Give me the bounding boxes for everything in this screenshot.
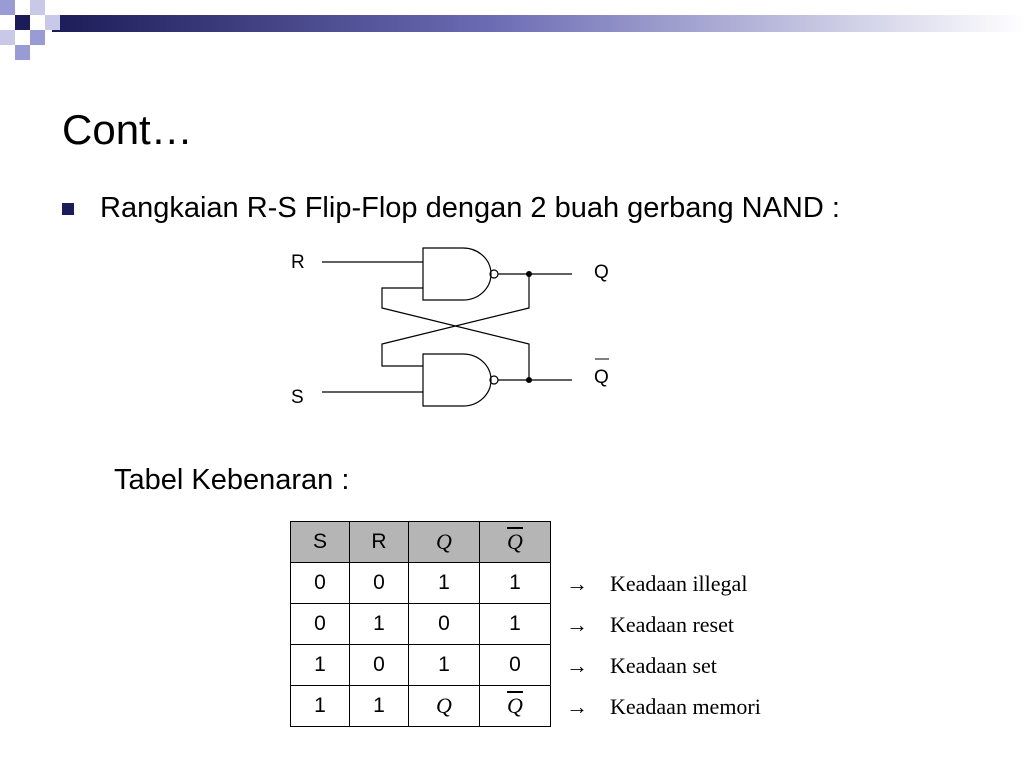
table-cell: 0 [291, 563, 350, 604]
state-note-text: Keadaan illegal [610, 571, 748, 596]
right-arrow-icon: → [566, 571, 588, 596]
table-cell: 0 [291, 604, 350, 645]
table-cell: 0 [409, 604, 480, 645]
square-bullet-icon [62, 203, 74, 215]
state-notes [566, 563, 761, 727]
table-row [291, 563, 551, 604]
label-q-bar: Q [594, 367, 609, 388]
header-banner [0, 0, 1024, 64]
state-note-text: Keadaan memori [610, 694, 761, 719]
right-arrow-icon: → [566, 612, 588, 637]
label-r: R [291, 252, 305, 273]
slide-title: Cont… [62, 106, 193, 153]
header-s: S [291, 522, 350, 563]
junction-dot-q-bar [526, 377, 532, 383]
table-cell: 1 [480, 604, 551, 645]
header-q-bar: $\overline{Q}$ [480, 522, 551, 563]
state-note-text: Keadaan reset [610, 612, 734, 637]
table-cell: 0 [480, 645, 551, 686]
table-row [291, 686, 551, 727]
nand-gate-upper [423, 248, 491, 300]
bullet-text: Rangkaian R-S Flip-Flop dengan 2 buah gerbang NAND : [100, 192, 840, 224]
table-cell: 1 [291, 686, 350, 727]
table-cell: 1 [480, 563, 551, 604]
junction-dot-q [526, 271, 532, 277]
table-cell: 1 [409, 563, 480, 604]
table-row [291, 604, 551, 645]
state-note [566, 645, 761, 686]
right-arrow-icon: → [566, 653, 588, 678]
truth-table-heading: Tabel Kebenaran : [114, 464, 350, 496]
right-arrow-icon: → [566, 694, 588, 719]
table-header-row [291, 522, 551, 563]
rs-flipflop-diagram [280, 240, 640, 420]
state-note [566, 604, 761, 645]
table-cell: 1 [350, 686, 409, 727]
state-note [566, 686, 761, 727]
label-q: Q [594, 262, 609, 283]
table-cell: $\overline{Q}$ [480, 686, 551, 727]
table-cell: 1 [409, 645, 480, 686]
truth-table [290, 521, 551, 727]
state-note [566, 563, 761, 604]
table-cell: 1 [291, 645, 350, 686]
state-note-text: Keadaan set [610, 653, 717, 678]
header-r: R [350, 522, 409, 563]
table-cell: 1 [350, 604, 409, 645]
header-q: Q [409, 522, 480, 563]
nand-gate-lower [423, 354, 491, 406]
table-cell: 0 [350, 645, 409, 686]
table-cell: Q [409, 686, 480, 727]
table-row [291, 645, 551, 686]
label-s: S [291, 387, 304, 408]
table-cell: 0 [350, 563, 409, 604]
